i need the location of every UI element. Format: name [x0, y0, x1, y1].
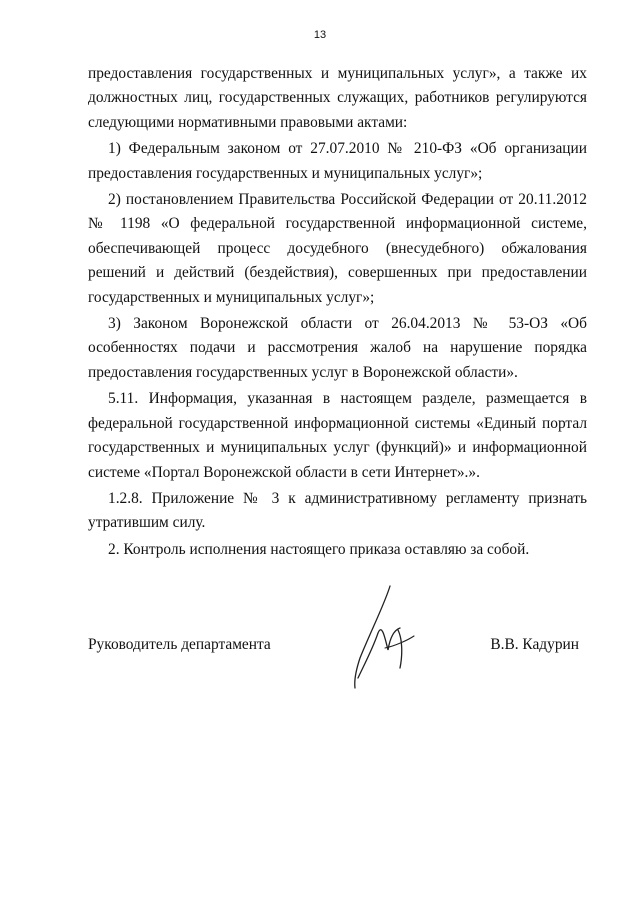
signatory-name: В.В. Кадурин [490, 636, 579, 653]
paragraph-intro: предоставления государственных и муниципальных услуг», а также их должностных лиц, государственных служащих, работников регулируются следующими нормативными правовыми актами: [88, 65, 587, 131]
handwritten-signature [340, 578, 420, 698]
paragraph-5-11: 5.11. Информация, указанная в настоящем разделе, размещается в федеральной государственной информационной системы «Единый портал государственных и муниципальных услуг (функций)» и информационной системе «Портал Воронежской области в сети Интернет».». [88, 390, 587, 481]
paragraph-law-53: 3) Законом Воронежской области от 26.04.2013 № 53-ОЗ «Об особенностях подачи и рассмотрения жалоб на нарушение порядка предоставления государственных услуг в Воронежской области». [88, 315, 587, 381]
signature-block [88, 636, 587, 660]
paragraph-decree-1198: 2) постановлением Правительства Российской Федерации от 20.11.2012 № 1198 «О федеральной государственной информационной системе, обеспечивающей процесс досудебного (внесудебного) обжалования решений и действий (бездействия), совершенных при предоставлении государственных и муниципальных услуг»; [88, 191, 587, 306]
document-body [88, 62, 587, 564]
signatory-position: Руководитель департамента [88, 636, 271, 653]
paragraph-law-210: 1) Федеральным законом от 27.07.2010 № 210-ФЗ «Об организации предоставления государственных и муниципальных услуг»; [88, 140, 587, 182]
page-number: 13 [313, 29, 327, 41]
paragraph-control: 2. Контроль исполнения настоящего приказа оставляю за собой. [108, 540, 530, 558]
paragraph-1-2-8: 1.2.8. Приложение № 3 к административному регламенту признать утратившим силу. [88, 489, 587, 532]
